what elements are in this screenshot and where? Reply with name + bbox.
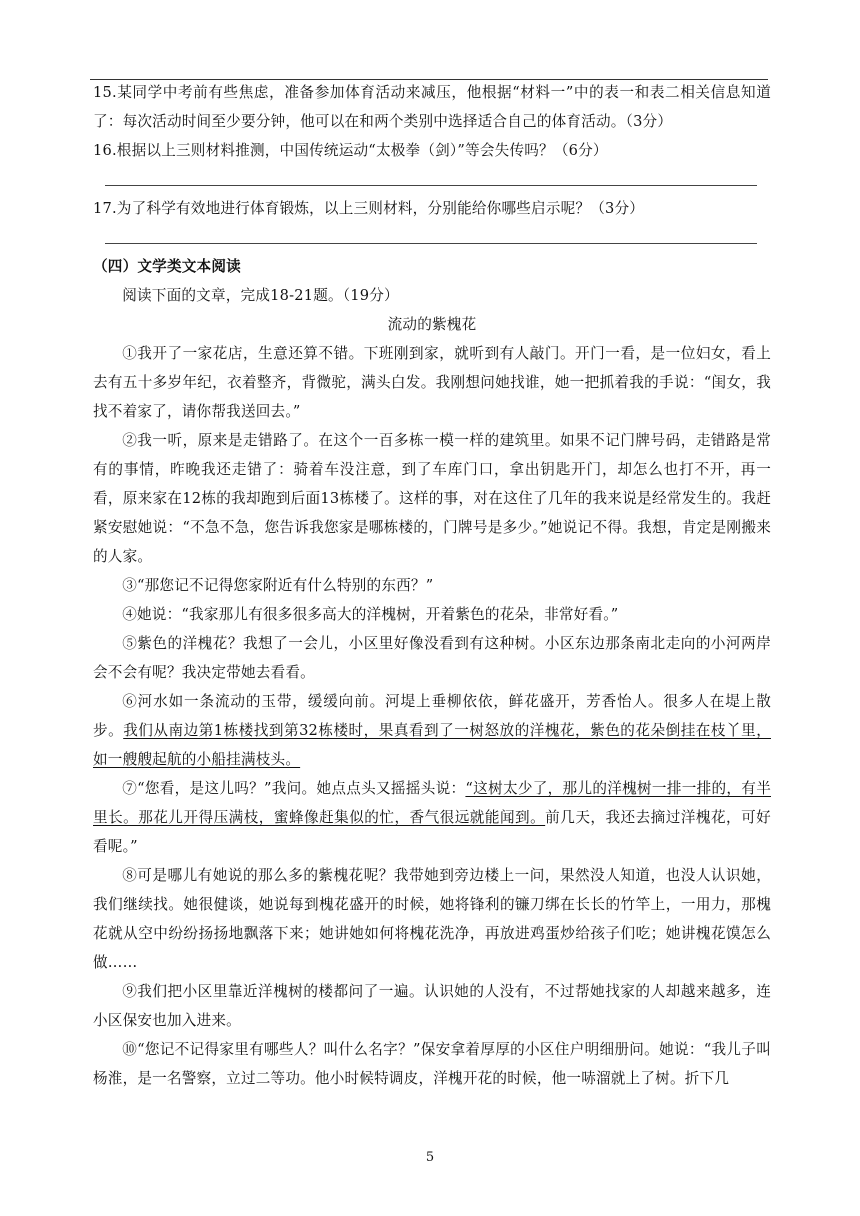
question-15: 15.某同学中考前有些焦虑，准备参加体育活动来减压，他根据“材料一”中的表一和表二相关信息知道了：每次活动时间至少要分钟，他可以在和两个类别中选择适合自己的体育活动。（3分）	[93, 84, 771, 130]
article-title: 流动的紫槐花	[387, 316, 477, 333]
paragraph-7-tail: 前几天，我还去摘过洋槐花，可好看呢。”	[93, 809, 771, 855]
section-instruction: 阅读下面的文章，完成18-21题。（19分）	[122, 287, 399, 304]
paragraph-7	[93, 774, 771, 861]
paragraph-7-text: ⑦“您看，是这儿吗？”我问。她点点头又摇摇头说：	[122, 780, 466, 797]
paragraph-10: ⑩“您记不记得家里有哪些人？叫什么名字？”保安拿着厚厚的小区住户明细册问。她说：“我儿子叫杨淮，是一名警察，立过二等功。他小时候特调皮，洋槐开花的时候，他一哧溜就上了树。折下几	[93, 1041, 771, 1087]
paragraph-5: ⑤紫色的洋槐花？我想了一会儿，小区里好像没看到有这种树。小区东边那条南北走向的小河两岸会不会有呢？我决定带她去看看。	[93, 635, 771, 681]
paragraph-4: ④她说：“我家那儿有很多很多高大的洋槐树，开着紫色的花朵，非常好看。”	[122, 606, 619, 623]
answer-line-16[interactable]	[105, 171, 757, 186]
paragraph-6-text: ⑥河水如一条流动的玉带，缓缓向前。河堤上垂柳依依，鲜花盛开，芳香怡人。很多人在堤上散步。	[93, 693, 771, 739]
document-page	[93, 78, 771, 1093]
section-heading: （四）文学类文本阅读	[93, 258, 241, 275]
paragraph-1: ①我开了一家花店，生意还算不错。下班刚到家，就听到有人敲门。开门一看，是一位妇女，看上去有五十多岁年纪，衣着整齐，背微驼，满头白发。我刚想问她找谁，她一把抓着我的手说：“闺女，我找不着家了，请你帮我送回去。”	[93, 345, 771, 420]
page-number: 5	[425, 1150, 435, 1165]
paragraph-8: ⑧可是哪儿有她说的那么多的紫槐花呢？我带她到旁边楼上一问，果然没人知道，也没人认识她，我们继续找。她很健谈，她说每到槐花盛开的时候，她将锋利的镰刀绑在长长的竹竿上，一用力，那槐花就从空中纷纷扬扬地飘落下来；她讲她如何将槐花洗净，再放进鸡蛋炒给孩子们吃；她讲槐花馍怎么做……	[93, 867, 771, 971]
paragraph-3: ③“那您记不记得您家附近有什么特别的东西？”	[122, 577, 434, 594]
paragraph-2: ②我一听，原来是走错路了。在这个一百多栋一模一样的建筑里。如果不记门牌号码，走错路是常有的事情，昨晚我还走错了：骑着车没注意，到了车库门口，拿出钥匙开门，却怎么也打不开，再一看，原来家在12栋的我却跑到后面13栋楼了。这样的事，对在这住了几年的我来说是经常发生的。我赶紧安慰她说：“不急不急，您告诉我您家是哪栋楼的，门牌号是多少。”她说记不得。我想，肯定是刚搬来的人家。	[93, 432, 771, 565]
question-17: 17.为了科学有效地进行体育锻炼，以上三则材料，分别能给你哪些启示呢？（3分）	[93, 200, 645, 217]
paragraph-6	[93, 687, 771, 774]
underlined-sentence-7: “这树太少了，那儿的洋槐树一排一排的，有半里长。那花儿开得压满枝，蜜蜂像赶集似的忙，香气很远就能闻到。	[93, 780, 771, 826]
underlined-sentence-6: 我们从南边第1栋楼找到第32栋楼时，果真看到了一树怒放的洋槐花，紫色的花朵倒挂在枝丫里，如一艘艘起航的小船挂满枝头。	[93, 722, 771, 768]
answer-line-17[interactable]	[105, 229, 757, 244]
question-16: 16.根据以上三则材料推测，中国传统运动“太极拳（剑）”等会失传吗？（6分）	[93, 142, 608, 159]
paragraph-9: ⑨我们把小区里靠近洋槐树的楼都问了一遍。认识她的人没有，不过帮她找家的人却越来越多，连小区保安也加入进来。	[93, 983, 771, 1029]
